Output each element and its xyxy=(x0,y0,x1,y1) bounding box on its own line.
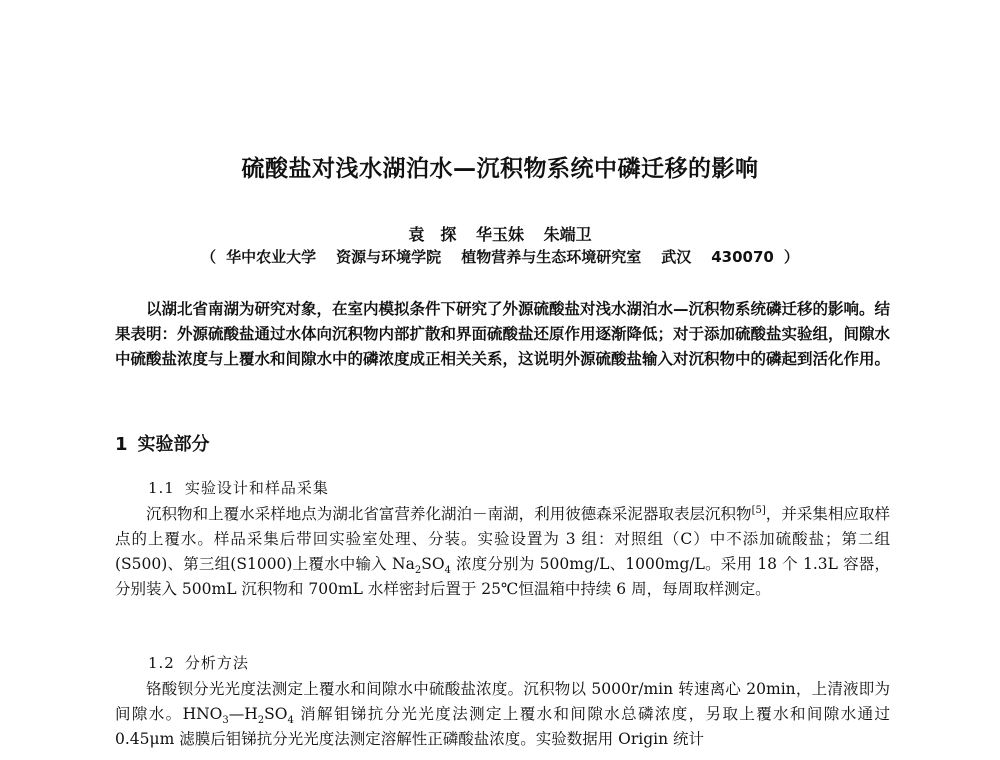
author-name: 袁 探 xyxy=(408,225,457,244)
author-name: 朱端卫 xyxy=(543,225,592,244)
abstract-paragraph: 以湖北省南湖为研究对象，在室内模拟条件下研究了外源硫酸盐对浅水湖泊水—沉积物系统磷迁移的影响。结果表明：外源硫酸盐通过水体向沉积物内部扩散和界面硫酸盐还原作用逐渐降低；对于添加硫酸盐实验组，间隙水中硫酸盐浓度与上覆水和间隙水中的磷浓度成正相关关系，这说明外源硫酸盐输入对沉积物中的磷起到活化作用。 xyxy=(115,300,891,368)
text-run: SO xyxy=(421,555,445,573)
subscript: 2 xyxy=(257,715,265,727)
subsection-title: 分析方法 xyxy=(184,654,249,672)
affiliation-open-paren: （ xyxy=(201,248,217,266)
subsection-number: 1.1 xyxy=(148,479,175,497)
text-run: 铬酸钡分光光度法测定上覆水和间隙水中硫酸盐浓度。沉积物以 5000r/min 转速离心 20min，上清液即为间隙水。HNO xyxy=(115,680,890,723)
paper-title: 硫酸盐对浅水湖泊水—沉积物系统中磷迁移的影响 xyxy=(241,156,759,182)
citation-ref: [5] xyxy=(751,504,766,516)
text-run: SO xyxy=(264,705,288,723)
text-run: 沉积物和上覆水采样地点为湖北省富营养化湖泊－南湖，利用彼德森采泥器取表层沉积物 xyxy=(146,505,752,523)
subscript: 2 xyxy=(414,565,422,577)
subscript: 4 xyxy=(444,565,451,577)
author-name: 华玉妹 xyxy=(475,225,524,244)
subsection-number: 1.2 xyxy=(148,654,175,672)
author-list xyxy=(0,222,1000,245)
subscript: 4 xyxy=(287,715,294,727)
affiliation-college: 资源与环境学院 xyxy=(336,248,442,266)
text-run: 浓度分别为 500mg/L、1000mg/L。采用 18 个 1.3L 容器，分别装入 500mL 沉积物和 700mL 水样密封后置于 25℃恒温箱中持续 6 周，每周取样测定。 xyxy=(115,555,890,598)
subsection-title: 实验设计和样品采集 xyxy=(184,479,329,497)
section-title: 实验部分 xyxy=(137,434,210,455)
section-heading-1 xyxy=(115,430,210,456)
text-run: —H xyxy=(228,705,258,723)
section-number: 1 xyxy=(115,434,128,455)
text-run: 消解钼锑抗分光光度法测定上覆水和间隙水总磷浓度，另取上覆水和间隙水通过 0.45μm 滤膜后钼锑抗分光光度法测定溶解性正磷酸盐浓度。实验数据用 Origin 统计 xyxy=(115,705,890,748)
subscript: 3 xyxy=(222,715,229,727)
affiliation-lab: 植物营养与生态环境研究室 xyxy=(461,248,642,266)
affiliation-city: 武汉 xyxy=(661,248,692,266)
body-paragraph-sampling xyxy=(115,502,890,602)
affiliation-university: 华中农业大学 xyxy=(226,248,317,266)
affiliation-postcode: 430070 xyxy=(711,248,774,266)
affiliation xyxy=(0,246,1000,267)
affiliation-close-paren: ） xyxy=(783,248,799,266)
subsection-heading-1-2 xyxy=(148,652,249,673)
body-paragraph-methods xyxy=(115,677,890,752)
subsection-heading-1-1 xyxy=(148,477,329,498)
text-run: ，并采集相应取样点的上覆水。样品采集后带回实验室处理、分装。实验设置为 3 组：对照组（C）中不添加硫酸盐；第二组(S500)、第三组(S1000)上覆水中输入 Na xyxy=(115,505,890,573)
